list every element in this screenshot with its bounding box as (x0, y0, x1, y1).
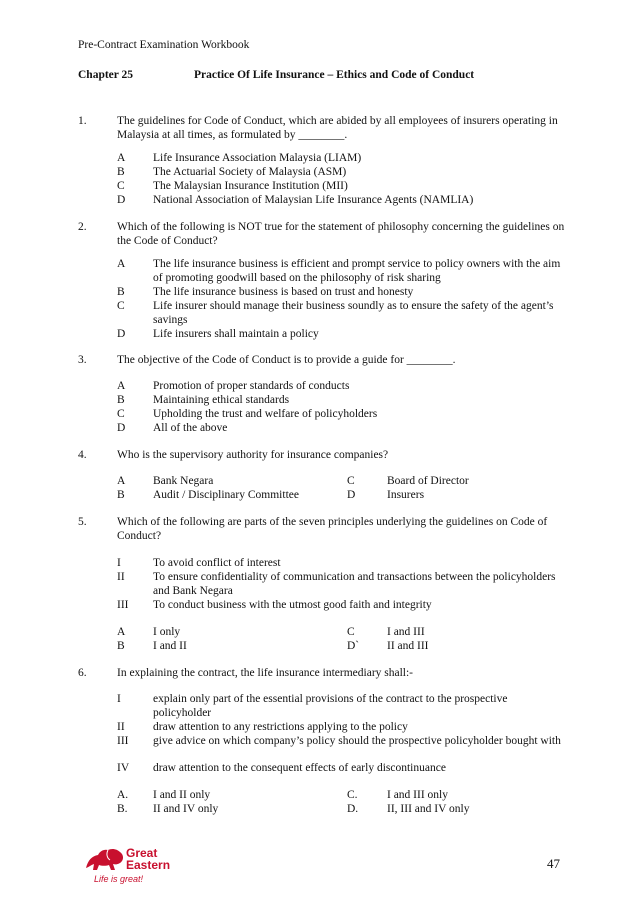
page-number: 47 (547, 856, 560, 871)
option-letter: D (117, 422, 126, 434)
option-text: Insurers (387, 489, 425, 501)
question-number: 6. (78, 667, 87, 679)
statement-numeral: IV (117, 762, 130, 774)
question-number: 4. (78, 449, 87, 461)
option-letter: A. (117, 789, 129, 801)
option-letter: A (117, 475, 126, 487)
chapter-title: Practice Of Life Insurance – Ethics and Code of Conduct (194, 69, 475, 81)
statement-text: explain only part of the essential provisions of the contract to the prospective policyholder (153, 693, 508, 719)
statement-text: To avoid conflict of interest (153, 557, 281, 569)
option-letter: C (347, 475, 355, 487)
statement-text: give advice on which company’s policy should the prospective policyholder bought with (153, 735, 561, 747)
option-text: I and III only (387, 789, 448, 801)
option-text: All of the above (153, 422, 228, 434)
option-text: I and II only (153, 789, 211, 801)
statement-numeral: III (117, 599, 129, 611)
option-text: Promotion of proper standards of conducts (153, 380, 350, 392)
statement-text: draw attention to the consequent effects of early discontinuance (153, 762, 446, 774)
great-eastern-logo (82, 846, 182, 882)
option-text: Life insurer should manage their business soundly as to ensure the safety of the agent’s savings (153, 300, 554, 326)
option-text: The life insurance business is efficient and prompt service to policy owners with the aim of promoting goodwill based on the philosophy of risk sharing (153, 258, 561, 284)
lion-icon (82, 846, 126, 874)
option-letter: B. (117, 803, 128, 815)
option-text: I and II (153, 640, 187, 652)
option-letter: D (117, 194, 126, 206)
question-text: Which of the following is NOT true for the statement of philosophy concerning the guidelines on the Code of Conduct? (117, 221, 565, 247)
option-letter: C (117, 180, 125, 192)
option-letter: B (117, 394, 125, 406)
option-text: Upholding the trust and welfare of policyholders (153, 408, 378, 420)
option-text: Bank Negara (153, 475, 214, 487)
option-letter: B (117, 489, 125, 501)
option-letter: A (117, 380, 126, 392)
logo-line-1: Great (126, 846, 158, 860)
option-text: The Actuarial Society of Malaysia (ASM) (153, 166, 347, 178)
statement-text: To conduct business with the utmost good faith and integrity (153, 599, 432, 611)
option-letter: C (117, 408, 125, 420)
option-text: National Association of Malaysian Life Insurance Agents (NAMLIA) (153, 194, 474, 206)
option-text: Life Insurance Association Malaysia (LIAM) (153, 152, 362, 164)
option-letter: D` (347, 640, 360, 652)
option-letter: A (117, 152, 126, 164)
option-text: II, III and IV only (387, 803, 470, 815)
logo-tagline: Life is great! (94, 874, 144, 884)
option-letter: D (117, 328, 126, 340)
statement-numeral: II (117, 571, 125, 583)
option-letter: D (347, 489, 356, 501)
question-text: The guidelines for Code of Conduct, which are abided by all employees of insurers operating in Malaysia at all times, as formulated by ________. (117, 115, 558, 141)
question-text: In explaining the contract, the life insurance intermediary shall:- (117, 667, 414, 679)
question-text: Who is the supervisory authority for insurance companies? (117, 449, 389, 461)
statement-numeral: II (117, 721, 125, 733)
option-text: Maintaining ethical standards (153, 394, 290, 406)
option-letter: C (347, 626, 355, 638)
option-letter: C (117, 300, 125, 312)
option-text: I and III (387, 626, 425, 638)
option-letter: D. (347, 803, 359, 815)
option-letter: B (117, 286, 125, 298)
statement-numeral: I (117, 693, 121, 705)
option-text: II and IV only (153, 803, 219, 815)
question-number: 1. (78, 115, 87, 127)
question-number: 5. (78, 516, 87, 528)
question-number: 2. (78, 221, 87, 233)
option-text: Board of Director (387, 475, 469, 487)
option-text: The Malaysian Insurance Institution (MII) (153, 180, 348, 192)
statement-numeral: III (117, 735, 129, 747)
option-letter: B (117, 640, 125, 652)
question-number: 3. (78, 354, 87, 366)
option-text: I only (153, 626, 181, 638)
question-text: Which of the following are parts of the seven principles underlying the guidelines on Code of Conduct? (117, 516, 548, 542)
option-text: Audit / Disciplinary Committee (153, 489, 299, 501)
statement-text: To ensure confidentiality of communication and transactions between the policyholders and Bank Negara (153, 571, 556, 597)
chapter-label: Chapter 25 (78, 69, 134, 81)
logo-line-2: Eastern (126, 858, 171, 872)
question-text: The objective of the Code of Conduct is to provide a guide for ________. (117, 354, 456, 366)
option-text: The life insurance business is based on trust and honesty (153, 286, 414, 298)
workbook-title: Pre-Contract Examination Workbook (78, 39, 250, 51)
option-text: Life insurers shall maintain a policy (153, 328, 319, 340)
option-letter: C. (347, 789, 358, 801)
option-text: II and III (387, 640, 429, 652)
option-letter: A (117, 258, 126, 270)
option-letter: B (117, 166, 125, 178)
option-letter: A (117, 626, 126, 638)
statement-numeral: I (117, 557, 121, 569)
statement-text: draw attention to any restrictions applying to the policy (153, 721, 408, 733)
